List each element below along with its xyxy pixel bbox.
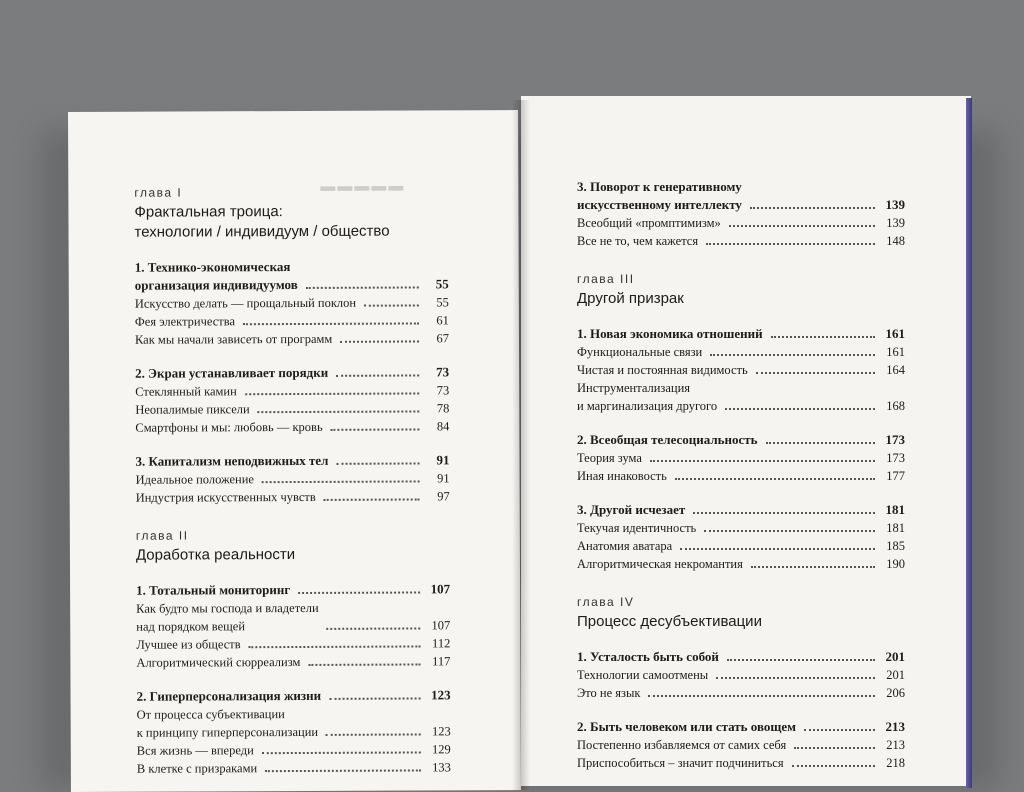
dot-leader — [336, 374, 419, 376]
book-spine — [512, 100, 530, 790]
page-number: 129 — [432, 742, 451, 757]
toc-section-row — [577, 178, 905, 214]
entry-title: Как будто мы господа и владетели над порядком вещей — [136, 600, 319, 634]
toc-entry-row — [135, 293, 449, 312]
toc-section — [136, 580, 450, 671]
section-title: 3. Капитализм неподвижных тел — [135, 452, 329, 469]
entry-title: Стеклянный камин — [135, 384, 237, 399]
section-title: 2. Гиперперсонализация жизни — [136, 687, 322, 704]
toc-entry-row — [577, 467, 905, 485]
entry-title: От процесса субъективации к принципу гиперперсонализации — [136, 707, 319, 740]
dot-leader — [675, 478, 875, 480]
dot-leader — [706, 243, 875, 245]
chapter-title: Другой призрак — [577, 290, 684, 307]
toc-entry-row — [577, 736, 905, 754]
dot-leader — [716, 677, 875, 679]
page-number: 107 — [430, 581, 451, 597]
toc-section-row — [135, 363, 449, 382]
page-number: 185 — [886, 539, 905, 553]
page-number: 123 — [431, 724, 451, 739]
toc-section — [577, 178, 905, 250]
page-number: 61 — [436, 313, 449, 328]
page-number: 112 — [431, 636, 451, 651]
page-number: 164 — [886, 363, 905, 377]
page-number: 201 — [885, 649, 905, 664]
cover-edge — [966, 98, 972, 788]
dot-leader — [727, 659, 875, 661]
dot-leader — [326, 733, 421, 735]
toc-section-row — [577, 431, 905, 449]
toc-entry-row — [136, 487, 450, 506]
toc-section-row — [577, 501, 905, 519]
entry-title: Смартфоны и мы: любовь — кровь — [135, 419, 323, 435]
section-title: 1. Тотальный мониторинг — [136, 582, 291, 598]
dot-leader — [329, 697, 420, 699]
chapter-label: глава II — [135, 528, 189, 543]
section-title: 2. Всеобщая телесоциальность — [577, 432, 758, 447]
dot-leader — [725, 408, 875, 410]
toc-lead — [577, 178, 905, 250]
toc-section-row — [577, 718, 905, 736]
toc-entry-row — [577, 232, 905, 250]
page-number: 78 — [436, 401, 450, 416]
section-title: 2. Экран устанавливает порядки — [135, 364, 329, 381]
toc-section-row — [135, 257, 449, 294]
page-number: 173 — [886, 451, 905, 465]
dot-leader — [336, 462, 419, 464]
entry-title: Алгоритмическая некромантия — [577, 557, 743, 571]
section-title: 1. Новая экономика отношений — [577, 326, 763, 341]
page-number: 161 — [886, 345, 905, 359]
page-number: 55 — [435, 276, 449, 292]
dot-leader — [249, 645, 421, 648]
toc-entry-row — [135, 329, 449, 348]
dot-leader — [680, 548, 875, 550]
page-number: 73 — [436, 383, 450, 398]
entry-title: Вся жизнь — впереди — [136, 743, 254, 758]
dot-leader — [262, 751, 421, 754]
toc-entry-row — [136, 652, 450, 671]
dot-leader — [340, 340, 419, 342]
section-title: 3. Другой исчезает — [577, 502, 686, 517]
section-title: 1. Усталость быть собой — [577, 649, 719, 664]
dot-leader — [729, 225, 875, 227]
chapter-label: глава I — [134, 185, 183, 200]
dot-leader — [243, 322, 419, 325]
dot-leader — [324, 498, 420, 500]
toc-section — [137, 686, 451, 777]
toc-entry-row — [577, 754, 905, 772]
toc-entry-row — [577, 519, 905, 537]
entry-title: Всеобщий «промптимизм» — [577, 216, 721, 230]
entry-title: Теория зума — [577, 451, 642, 465]
right-toc — [577, 178, 905, 772]
entry-title: Все не то, чем кажется — [577, 234, 699, 248]
toc-entry-row — [577, 555, 905, 573]
page-number: 107 — [431, 618, 451, 633]
section-title: 1. Технико-экономическая организация индивидуумов — [134, 259, 298, 293]
dot-leader — [794, 747, 875, 749]
toc-section — [135, 257, 449, 348]
page-number: 139 — [885, 197, 905, 212]
entry-title: Иная инаковость — [577, 469, 667, 483]
entry-title: Анатомия аватара — [577, 539, 673, 553]
toc-entry-row — [577, 361, 905, 379]
page-number: 213 — [885, 719, 905, 734]
page-number: 190 — [886, 557, 905, 571]
toc-section-row — [137, 686, 451, 705]
dot-leader — [245, 392, 419, 395]
section-title: 3. Поворот к генеративному искусственному интеллекту — [577, 179, 742, 212]
entry-title: Это не язык — [577, 686, 641, 700]
entry-title: Искусство делать — прощальный поклон — [134, 295, 357, 311]
toc-entry-row — [577, 343, 905, 361]
page-number: 84 — [436, 419, 450, 434]
toc-section — [135, 451, 449, 506]
page-number: 213 — [886, 738, 905, 752]
entry-title: Приспособиться – значит подчиниться — [577, 756, 784, 770]
dot-leader — [258, 410, 420, 413]
toc-chapter — [577, 595, 905, 772]
dot-leader — [766, 442, 875, 444]
entry-title: Функциональные связи — [577, 345, 703, 359]
page-number: 67 — [436, 331, 450, 346]
chapter-label: глава IV — [577, 595, 635, 609]
toc-section — [577, 718, 905, 772]
dot-leader — [262, 480, 420, 483]
page-number: 181 — [886, 521, 905, 535]
dot-leader — [298, 591, 420, 594]
page-number: 218 — [886, 756, 905, 770]
page-number: 148 — [886, 234, 905, 248]
toc-entry-row — [577, 666, 905, 684]
toc-chapter — [136, 527, 451, 777]
page-number: 161 — [885, 326, 905, 341]
page-number: 73 — [436, 364, 450, 380]
entry-title: Неопалимые пиксели — [135, 402, 250, 417]
dot-leader — [710, 354, 875, 356]
entry-title: В клетке с призраками — [136, 761, 258, 776]
toc-chapter — [577, 272, 905, 573]
toc-section — [577, 325, 905, 415]
toc-section-row — [136, 580, 450, 599]
left-page — [68, 110, 521, 792]
page-number: 139 — [886, 216, 905, 230]
bleed-through-text: ▬▬▬▬▬ — [318, 178, 404, 195]
page-number: 173 — [885, 432, 905, 447]
page-number: 117 — [432, 654, 451, 669]
toc-chapter — [134, 184, 449, 506]
page-number: 181 — [885, 502, 905, 517]
dot-leader — [648, 695, 875, 697]
toc-entry-row — [577, 449, 905, 467]
dot-leader — [308, 663, 420, 665]
page-number: 168 — [886, 399, 905, 413]
page-number: 206 — [886, 686, 905, 700]
toc-entry-row — [137, 740, 451, 759]
entry-title: Индустрия искусственных чувств — [135, 489, 316, 505]
toc-section — [135, 363, 449, 436]
entry-title: Текучая идентичность — [577, 521, 697, 535]
entry-title: Чистая и постоянная видимость — [577, 363, 748, 377]
page-number: 177 — [886, 469, 905, 483]
dot-leader — [792, 765, 875, 767]
toc-section — [577, 501, 905, 573]
dot-leader — [771, 336, 875, 338]
toc-section — [577, 648, 905, 702]
entry-title: Алгоритмический сюрреализм — [136, 654, 301, 670]
page-number: 133 — [432, 760, 451, 775]
entry-title: Постепенно избавляемся от самих себя — [577, 738, 787, 752]
dot-leader — [693, 512, 875, 514]
entry-title: Инструментализация и маргинализация другого — [577, 381, 718, 413]
right-page — [521, 96, 971, 786]
toc-entry-row — [135, 381, 449, 400]
toc-entry-row — [577, 214, 905, 232]
entry-title: Технологии самоотмены — [577, 668, 709, 682]
toc-section-row — [577, 648, 905, 666]
dot-leader — [331, 428, 420, 430]
dot-leader — [265, 769, 421, 772]
toc-entry-row — [137, 704, 451, 741]
entry-title: Фея электричества — [134, 314, 236, 329]
toc-section — [577, 431, 905, 485]
toc-entry-row — [137, 758, 451, 777]
toc-entry-row — [577, 379, 905, 415]
dot-leader — [306, 286, 419, 288]
dot-leader — [756, 372, 875, 374]
dot-leader — [704, 530, 875, 532]
dot-leader — [804, 729, 875, 731]
chapter-title: Фрактальная троица: технологии / индивидуум / общество — [134, 203, 390, 241]
toc-entry-row — [136, 598, 450, 635]
dot-leader — [650, 460, 875, 462]
toc-section-row — [577, 325, 905, 343]
dot-leader — [751, 566, 875, 568]
chapter-label: глава III — [577, 272, 635, 286]
toc-entry-row — [135, 417, 449, 436]
section-title: 2. Быть человеком или стать овощем — [577, 719, 797, 734]
page-number: 91 — [436, 452, 450, 468]
toc-entry-row — [136, 634, 450, 653]
page-number: 91 — [437, 471, 450, 486]
toc-entry-row — [135, 399, 449, 418]
chapter-title: Процесс десубъективации — [577, 613, 762, 630]
left-toc — [134, 184, 451, 777]
entry-title: Лучшее из обществ — [136, 637, 241, 652]
toc-entry-row — [577, 537, 905, 555]
toc-entry-row — [136, 469, 450, 488]
page-number: 97 — [437, 489, 450, 504]
dot-leader — [327, 627, 421, 629]
page-number: 123 — [431, 687, 451, 703]
chapter-title: Доработка реальности — [135, 546, 296, 564]
entry-title: Как мы начали зависеть от программ — [134, 331, 333, 347]
toc-section-row — [135, 451, 449, 470]
page-number: 55 — [436, 295, 449, 310]
page-number: 201 — [886, 668, 905, 682]
dot-leader — [364, 304, 419, 306]
dot-leader — [750, 207, 875, 209]
entry-title: Идеальное положение — [135, 472, 254, 487]
toc-entry-row — [135, 311, 449, 330]
toc-entry-row — [577, 684, 905, 702]
